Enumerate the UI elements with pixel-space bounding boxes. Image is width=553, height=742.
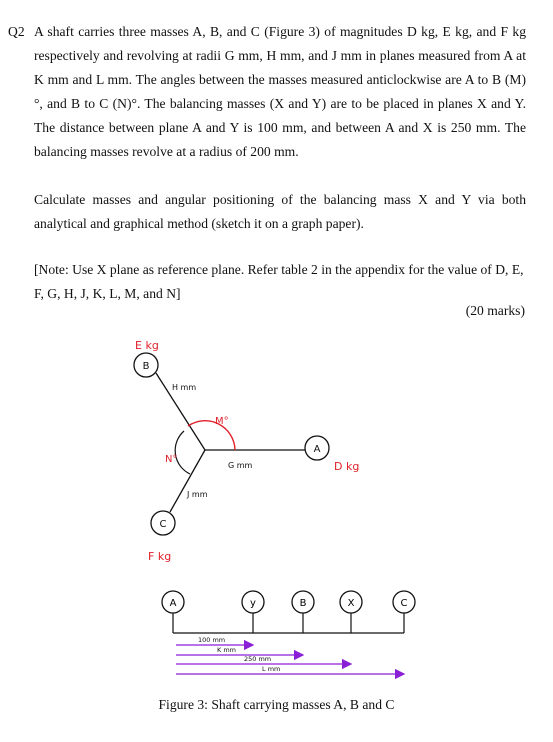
mass-a-label: A — [313, 444, 321, 455]
side-view — [162, 591, 415, 674]
angle-m-label: M° — [215, 416, 229, 427]
angle-n-arc — [175, 431, 190, 474]
angle-n-label: N° — [165, 454, 178, 465]
radius-h-label: H mm — [172, 383, 197, 392]
mass-a-kg-label: D kg — [334, 460, 360, 473]
radius-j-label: J mm — [187, 490, 208, 499]
mass-b-label: B — [142, 361, 150, 372]
plane-c-label: C — [400, 598, 408, 609]
radius-g-label: G mm — [228, 461, 253, 470]
note-text: [Note: Use X plane as reference plane. Refer table 2 in the appendix for the value of D, E, F, G, H, J, K, L, M, and N] — [34, 262, 524, 301]
mass-c-label: C — [159, 519, 167, 530]
plane-x-label: X — [347, 598, 355, 609]
mass-b-kg-label: E kg — [135, 339, 159, 352]
marks-label: (20 marks) — [465, 303, 525, 318]
problem-statement: A shaft carries three masses A, B, and C (Figure 3) of magnitudes D kg, E kg, and F kg respectively and revolving at radii G mm, H mm, and J mm in planes measured from A at K mm and L mm. The angles between the masses measured anticlockwise are A to B (M)°, and B to C (N)°. The balancing masses (X and Y) are to be placed in planes X and Y. The distance between plane A and Y is 100 mm, and between A and X is 250 mm. The balancing masses revolve at a radius of 200 mm. — [34, 24, 526, 159]
dim-l-label: L mm — [262, 665, 281, 673]
dim-250-label: 250 mm — [244, 655, 272, 663]
plane-a-label: A — [169, 598, 177, 609]
dim-100-label: 100 mm — [198, 636, 226, 644]
plane-b-label: B — [299, 598, 307, 609]
question-number: Q2 — [8, 24, 25, 39]
task-statement: Calculate masses and angular positioning of the balancing mass X and Y via both analytical and graphical method (sketch it on a graph paper). — [34, 192, 526, 231]
end-view — [134, 339, 359, 563]
plane-y-label: y — [250, 598, 256, 609]
figure-caption: Figure 3: Shaft carrying masses A, B and C — [158, 697, 395, 712]
dim-k-label: K mm — [217, 646, 236, 654]
mass-c-kg-label: F kg — [148, 550, 172, 563]
